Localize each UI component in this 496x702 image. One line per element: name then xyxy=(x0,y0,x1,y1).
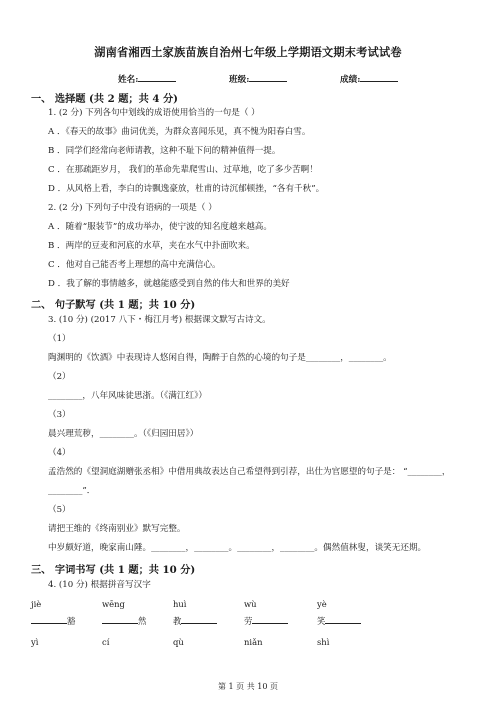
question-text: 孟浩然的《望洞庭湖赠张丞相》中借用典故表达自己希望得到引荐，出仕为官愿望的句子是： “________， xyxy=(48,467,451,477)
question-text: 请把王维的《终南别业》默写完整。 xyxy=(48,524,186,534)
option-d: D ．从风格上看，李白的诗飘逸豪放，杜甫的诗沉郁顿挫，“各有千秋”。 xyxy=(48,184,325,194)
question-text: 晨兴理荒秽，________。（《归园田居》） xyxy=(48,429,199,439)
question-text: ________”． xyxy=(48,486,96,496)
pinyin: huì xyxy=(173,599,187,609)
question-3: 3. (10 分) (2017 八下・梅江月考) 根据课文默写古诗文。 xyxy=(48,315,271,325)
sub-question-number: （4） xyxy=(48,448,71,458)
question-4: 4. (10 分) 根据拼音写汉字 xyxy=(48,580,151,590)
question-text: 中岁颇好道，晚家南山陲。________，________。________，________。偶然值林叟，谈笑无还期。 xyxy=(48,543,427,553)
section-heading: 一、 选择题 (共 2 题；共 4 分) xyxy=(31,93,178,105)
option-b: B ．同学们经常向老师请教，这种不耻下问的精神值得一提。 xyxy=(48,146,281,156)
name-field[interactable]: 姓名: xyxy=(118,72,176,85)
option-c: C ．在那疏距岁月， 我们的革命先辈爬雪山、过草地，吃了多少苦啊！ xyxy=(48,165,318,175)
pinyin: wù xyxy=(244,599,257,609)
question-text: ________，八年风味徒思浙。（《满江红》） xyxy=(48,391,207,401)
write-blank[interactable]: 笑 xyxy=(317,614,361,627)
page-footer: 第 1 页 共 10 页 xyxy=(218,682,278,691)
pinyin: yì xyxy=(31,637,39,647)
pinyin: yè xyxy=(317,599,327,609)
sub-question-number: （2） xyxy=(48,372,71,382)
section-heading: 二、 句子默写 (共 1 题；共 10 分) xyxy=(31,299,196,311)
pinyin-row xyxy=(31,599,471,610)
option-a: A ．随着“服装节”的成功举办，使宁波的知名度越来越高。 xyxy=(48,222,272,232)
sub-question-number: （1） xyxy=(48,334,71,344)
document-title: 湖南省湘西土家族苗族自治州七年级上学期语文期末考试试卷 xyxy=(94,45,402,59)
pinyin-row xyxy=(31,637,471,648)
pinyin: niǎn xyxy=(244,637,263,647)
pinyin: wēng xyxy=(102,599,125,609)
class-field[interactable]: 班级: xyxy=(229,72,287,85)
write-blank[interactable]: 豁 xyxy=(31,614,75,627)
question-1: 1. (2 分) 下列各句中划线的成语使用恰当的一句是（ ） xyxy=(48,108,260,118)
question-text: 陶渊明的《饮酒》中表现诗人悠闲自得，陶醉于自然的心境的句子是________，________。 xyxy=(48,353,392,363)
write-blank[interactable]: 教 xyxy=(173,614,217,627)
question-2: 2. (2 分) 下列句子中没有语病的一项是（ ） xyxy=(48,203,217,213)
write-blank[interactable]: 劳 xyxy=(244,614,288,627)
pinyin: qù xyxy=(173,637,184,647)
write-row xyxy=(31,614,471,625)
score-field[interactable]: 成绩: xyxy=(340,72,398,85)
write-blank[interactable]: 然 xyxy=(102,614,146,627)
pinyin: cí xyxy=(102,637,110,647)
option-d: D ．我了解的事情越多，就越能感受到自然的伟大和世界的美好 xyxy=(48,279,290,289)
pinyin: shì xyxy=(317,637,330,647)
section-heading: 三、 字词书写 (共 1 题；共 10 分) xyxy=(31,564,196,576)
student-info xyxy=(0,72,496,84)
pinyin: jiè xyxy=(31,599,42,609)
sub-question-number: （5） xyxy=(48,505,71,515)
option-b: B ．两岸的豆麦和河底的水草，夹在水气中扑面吹来。 xyxy=(48,241,255,251)
option-a: A ．《春天的故事》曲词优美，为群众喜闻乐见，真不愧为阳春白雪。 xyxy=(48,127,311,137)
option-c: C ．他对自己能否考上理想的高中充满信心。 xyxy=(48,260,221,270)
sub-question-number: （3） xyxy=(48,410,71,420)
